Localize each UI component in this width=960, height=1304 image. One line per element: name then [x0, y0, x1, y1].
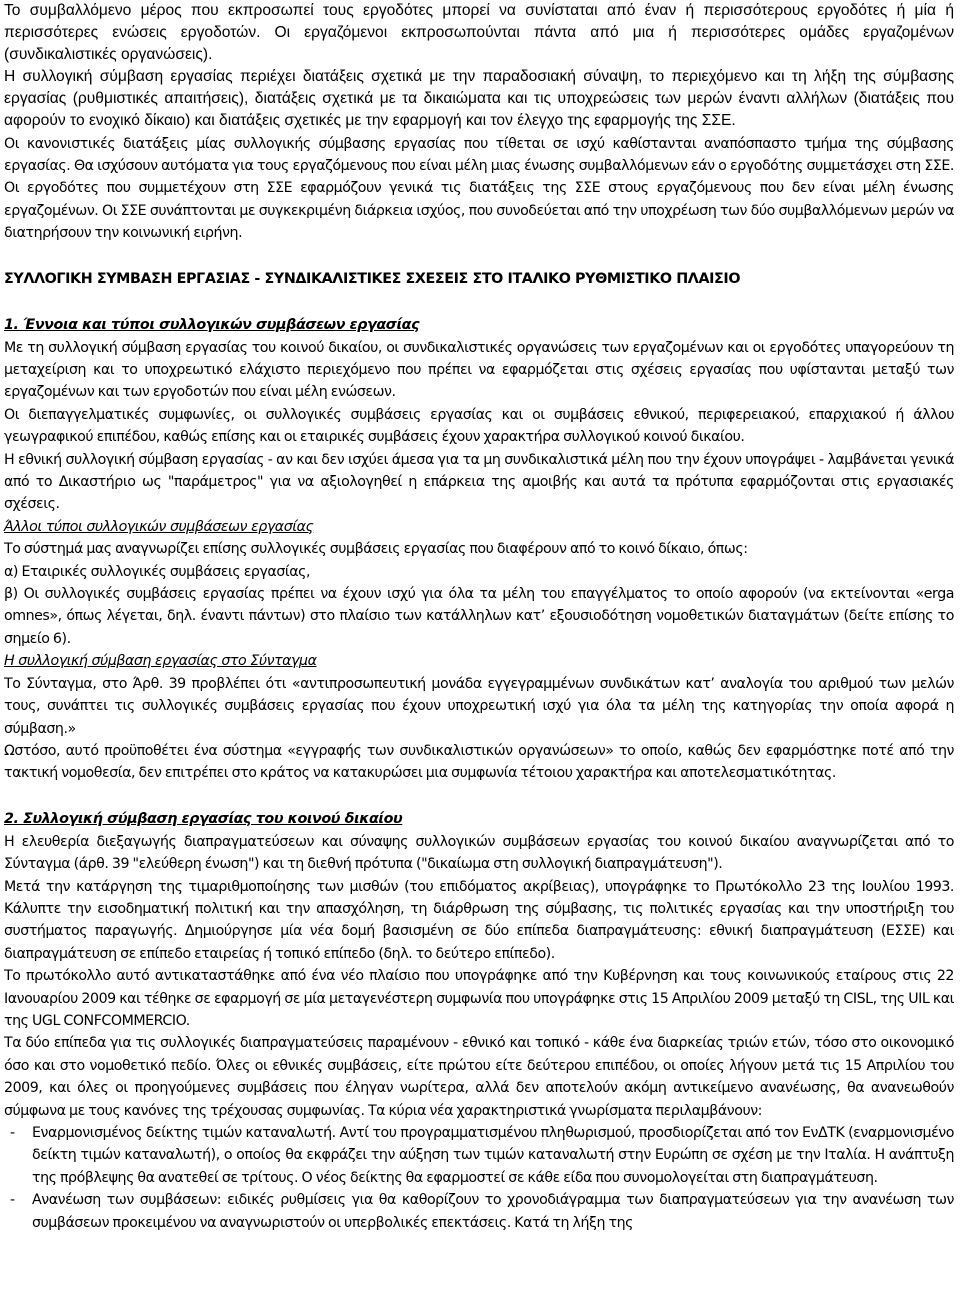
constitution-paragraph: Ωστόσο, αυτό προϋποθέτει ένα σύστημα «εγγραφής των συνδικαλιστικών οργανώσεων» το οποίο, καθώς δεν εφαρμόστηκε ποτέ από την τακτική νομοθεσία, δεν επιτρέπει στο κράτος να κατακυρώσει μια συμφωνία τέτοιου χαρακτήρα και αποτελεσματικότητας.	[4, 742, 954, 782]
list-item-text: Εναρμονισμένος δείκτης τιμών καταναλωτή. Αντί του προγραμματισμένου πληθωρισμού, προσδιορίζεται από τον ΕνΔΤΚ (εναρμονισμένο δείκτη τιμών καταναλωτή), ο οποίος θα εκφράζει την αύξηση των τιμών καταναλωτή στην Ευρώπη σε σχέση με την Ιταλία. Η ανάπτυξη της πρόβλεψης θα ανατεθεί σε τρίτους. Ο νέος δείκτης θα εφαρμοστεί σε κάθε είδα που συνομολογείται στη διαπραγμάτευση.	[32, 1125, 954, 1186]
constitution-paragraph: Το Σύνταγμα, στο Άρθ. 39 προβλέπει ότι «αντιπροσωπευτική μονάδα εγγεγραμμένων συνδικάτων κατ’ αναλογία του αριθμού των μελών τους, συνάπτει τις συλλογικές συμβάσεις εργασίας που έχουν υποχρεωτική ισχύ για όλα τα μέλη της κατηγορίας την οποία αφορά η σύμβαση.»	[4, 675, 954, 737]
constitution-subtitle: Η συλλογική σύμβαση εργασίας στο Σύνταγμα	[4, 653, 317, 670]
list-item-text: Ανανέωση των συμβάσεων: ειδικές ρυθμίσεις για θα καθορίζουν το χρονοδιάγραμμα των διαπραγματεύσεων για την ανανέωση των συμβάσεων προκειμένου να αναγνωριστούν οι υπερβολικές επεκτάσεις. Κατά τη λήξη της	[32, 1192, 954, 1231]
section-1-paragraph: Με τη συλλογική σύμβαση εργασίας του κοινού δικαίου, οι συνδικαλιστικές οργανώσεις των εργαζομένων και οι εργοδότες υπαγορεύουν τη μεταχείριση και το υποχρεωτικό ελάχιστο περιεχόμενο που πρέπει να εφαρμόζεται στις σχέσεις εργασίας που υφίστανται μεταξύ των εργαζομένων και των εργοδοτών που είναι μέλη ενώσεων.	[4, 339, 954, 401]
other-types-item-b: β) Οι συλλογικές συμβάσεις εργασίας πρέπει να έχουν ισχύ για όλα τα μέλη του επαγγέλματος το οποίο αφορούν (να εκτείνονται «erga omnes», όπως λέγεται, δηλ. έναντι πάντων) στο πλαίσιο των κατάλληλων κατ’ εξουσιοδότηση νομοθετικών διαταγμάτων (δείτε επίσης το σημείο 6).	[4, 586, 954, 647]
list-item	[4, 1189, 954, 1234]
intro-paragraph-2: Η συλλογική σύμβαση εργασίας περιέχει διατάξεις σχετικά με την παραδοσιακή σύναψη, το περιεχόμενο και τη λήξη της σύμβασης εργασίας (ρυθμιστικές απαιτήσεις), διατάξεις σχετικά με τα δικαιώματα και τις υποχρεώσεις των μερών έναντι αλλήλων (διατάξεις που αφορούν το ενοχικό δίκαιο) και διατάξεις σχετικές με την εφαρμογή και τον έλεγχο της εφαρμογής της ΣΣΕ.	[4, 68, 954, 130]
section-1-title: 1. Έννοια και τύποι συλλογικών συμβάσεων εργασίας	[4, 316, 420, 333]
main-heading: ΣΥΛΛΟΓΙΚΗ ΣΥΜΒΑΣΗ ΕΡΓΑΣΙΑΣ - ΣΥΝΔΙΚΑΛΙΣΤΙΚΕΣ ΣΧΕΣΕΙΣ ΣΤΟ ΙΤΑΛΙΚΟ ΡΥΘΜΙΣΤΙΚΟ ΠΛΑΙΣΙΟ	[4, 270, 741, 287]
other-types-paragraph: Το σύστημά μας αναγνωρίζει επίσης συλλογικές συμβάσεις εργασίας που διαφέρουν από το κοινό δίκαιο, όπως:	[4, 541, 748, 558]
other-types-item-a: α) Εταιρικές συλλογικές συμβάσεις εργασίας,	[4, 563, 311, 580]
section-1-paragraph: Οι διεπαγγελματικές συμφωνίες, οι συλλογικές συμβάσεις εργασίας και οι συμβάσεις εθνικού, περιφερειακού, επαρχιακού ή άλλου γεωγραφικού επιπέδου, καθώς επίσης και οι εταιρικές συμβάσεις έχουν χαρακτήρα συλλογικού κοινού δικαίου.	[4, 406, 954, 446]
intro-paragraph-1: Το συμβαλλόμενο μέρος που εκπροσωπεί τους εργοδότες μπορεί να συνίσταται από έναν ή περισσότερους εργοδότες ή μία ή περισσότερες ενώσεις εργοδοτών. Οι εργαζόμενοι εκπροσωπούνται πάντα από μια ή περισσότερες ομάδες εργαζομένων (συνδικαλιστικές οργανώσεις).	[4, 2, 954, 64]
section-2-paragraph: Τα δύο επίπεδα για τις συλλογικές διαπραγματεύσεις παραμένουν - εθνικό και τοπικό - κάθε ένα διαρκείας τριών ετών, τόσο στο οικονομικό όσο και στο νομοθετικό πεδίο. Όλες οι εθνικές συμβάσεις, είτε πρώτου είτε δεύτερου επιπέδου, οι οποίες λήγουν μετά τις 15 Απριλίου του 2009, και όλες οι προηγούμενες συμβάσεις που έληγαν νωρίτερα, αλλά δεν αποτελούν ακόμη αντικείμενο ανανέωσης, θα ανανεωθούν σύμφωνα με τους κανόνες της τρέχουσας συμφωνίας. Τα κύρια νέα χαρακτηριστικά γνωρίσματα περιλαμβάνουν:	[4, 1035, 954, 1119]
normative-provisions-paragraph: Οι κανονιστικές διατάξεις μίας συλλογικής σύμβασης εργασίας που τίθεται σε ισχύ καθίστανται αναπόσπαστο τμήμα της σύμβασης εργασίας. Θα ισχύσουν αυτόματα για τους εργαζόμενους που είναι μέλη μιας ένωσης συμβαλλόμενων εάν ο εργοδότης συμμετάσχει στη ΣΣΕ. Οι εργοδότες που συμμετέχουν στη ΣΣΕ εφαρμόζουν γενικά τις διατάξεις της ΣΣΕ στους εργαζόμενους που δεν είναι μέλη ένωσης εργαζομένων. Οι ΣΣΕ συνάπτονται με συγκεκριμένη διάρκεια ισχύος, που συνοδεύεται από την υποχρέωση των δύο συμβαλλόμενων μερών να διατηρήσουν την κοινωνική ειρήνη.	[4, 135, 954, 242]
list-item	[4, 1122, 954, 1189]
dash-bullet: -	[10, 1192, 15, 1209]
section-2-title: 2. Συλλογική σύμβαση εργασίας του κοινού δικαίου	[4, 810, 403, 827]
section-1-paragraph: Η εθνική συλλογική σύμβαση εργασίας - αν και δεν ισχύει άμεσα για τα μη συνδικαλιστικά μέλη που την έχουν υπογράψει - λαμβάνεται γενικά από το Δικαστήριο ως "παράμετρος" για να αξιολογηθεί η επάρκεια της αμοιβής και αυτά τα πρότυπα εφαρμόζονται στις εργασιακές σχέσεις.	[4, 451, 954, 513]
document-page	[4, 0, 954, 1234]
section-2-paragraph: Το πρωτόκολλο αυτό αντικαταστάθηκε από ένα νέο πλαίσιο που υπογράφηκε από την Κυβέρνηση και τους κοινωνικούς εταίρους στις 22 Ιανουαρίου 2009 και τέθηκε σε εφαρμογή σε μία μεταγενέστερη συμφωνία που υπογράφηκε στις 15 Απριλίου 2009 μεταξύ τη CISL, της UIL και της UGL CONFCOMMERCIO.	[4, 968, 954, 1029]
other-types-subtitle: Άλλοι τύποι συλλογικών συμβάσεων εργασίας	[4, 518, 314, 535]
section-2-paragraph: Η ελευθερία διεξαγωγής διαπραγματεύσεων και σύναψης συλλογικών συμβάσεων εργασίας του κοινού δικαίου αναγνωρίζεται από το Σύνταγμα (άρθ. 39 "ελεύθερη ένωση") και τη διεθνή πρότυπα ("δικαίωμα στη συλλογική διαπραγμάτευση").	[4, 833, 954, 873]
section-2-paragraph: Μετά την κατάργηση της τιμαριθμοποίησης των μισθών (του επιδόματος ακρίβειας), υπογράφηκε το Πρωτόκολλο 23 της Ιουλίου 1993. Κάλυπτε την εισοδηματική πολιτική και την απασχόληση, τη διάρθρωση της σύμβασης, τις πολιτικές εργασίας και την υποστήριξη του συστήματος παραγωγής. Δημιούργησε μία νέα δομή βασισμένη σε δύο επίπεδα διαπραγμάτευσης: εθνική διαπραγμάτευση (ΕΣΣΕ) και διαπραγμάτευση σε επίπεδο εταιρείας ή τοπικό επίπεδο (δηλ. το δεύτερο επίπεδο).	[4, 878, 954, 962]
dash-bullet: -	[10, 1125, 15, 1141]
